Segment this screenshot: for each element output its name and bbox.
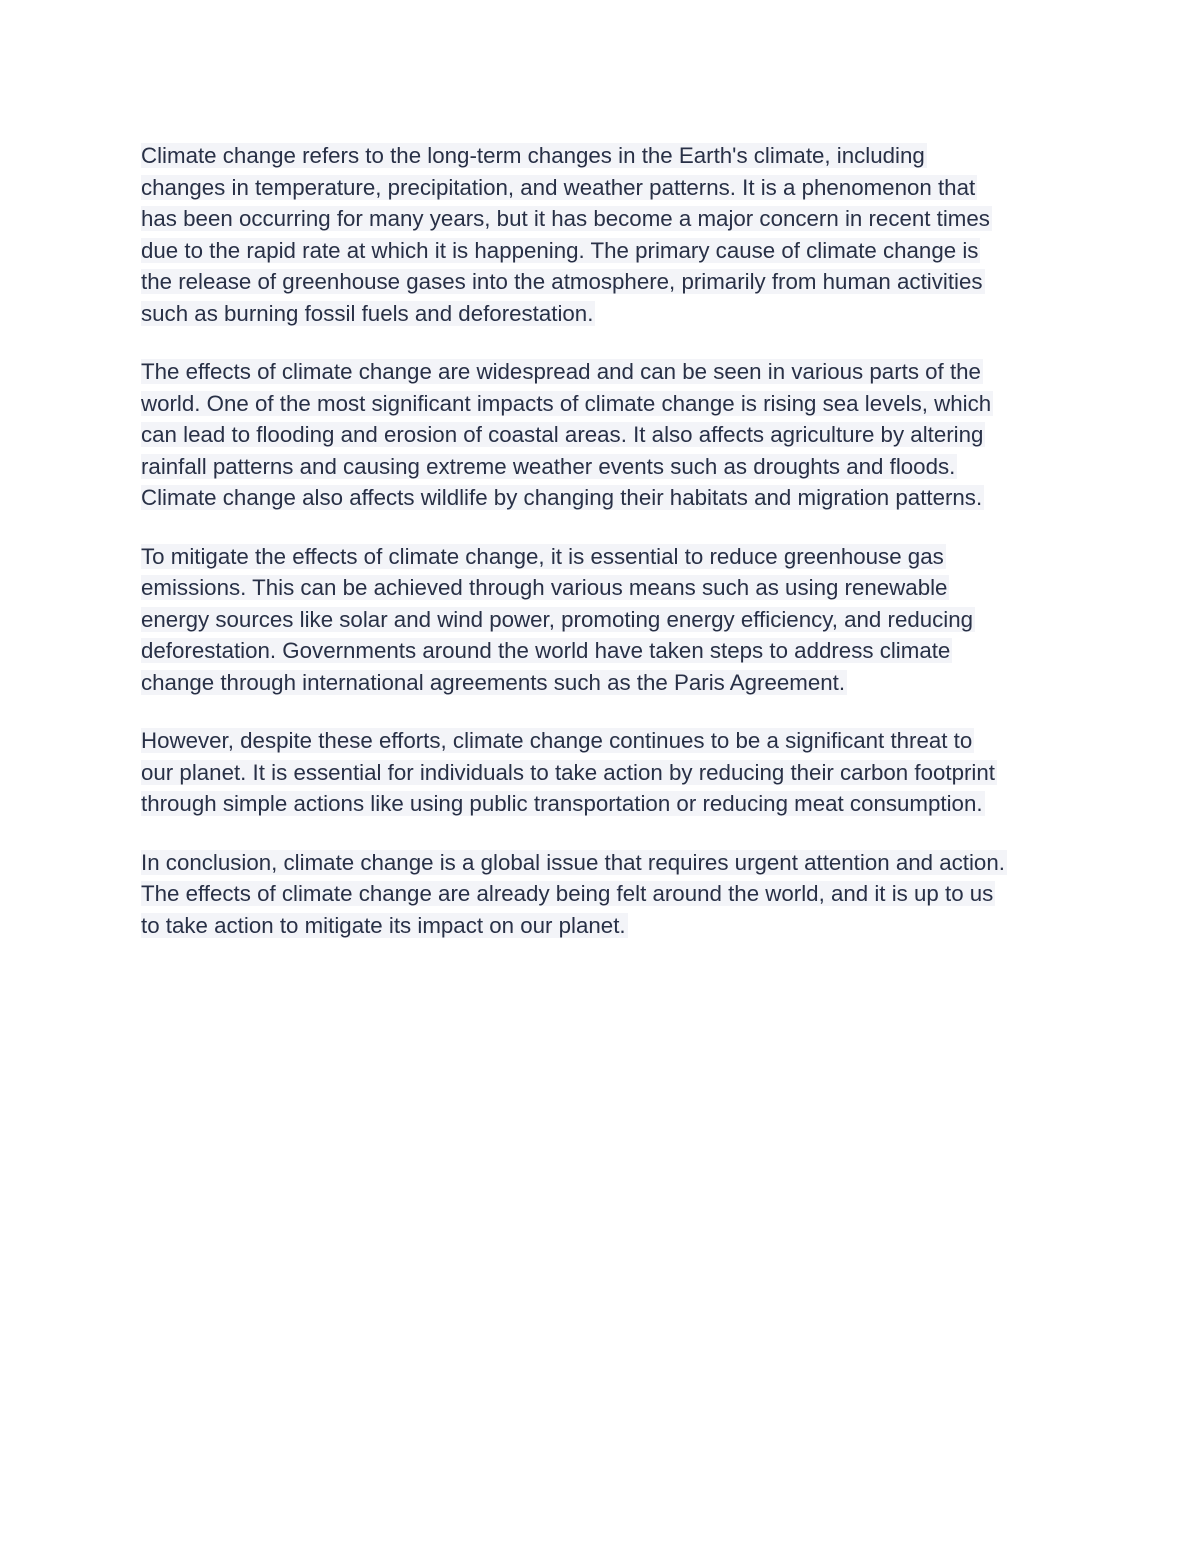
document-body [141,140,1071,968]
text-line: through simple actions like using public transportation or reducing meat consumption. [141,791,983,816]
text-line: rainfall patterns and causing extreme weather events such as droughts and floods. [141,453,956,479]
text-line: such as burning fossil fuels and deforestation. [141,300,594,326]
text-line: changes in temperature, precipitation, and weather patterns. It is a phenomenon that [141,174,976,200]
text-line: can lead to flooding and erosion of coastal areas. It also affects agriculture by altering [141,422,984,447]
text-line: emissions. This can be achieved through various means such as using renewable [141,575,948,600]
text-line: due to the rapid rate at which it is happening. The primary cause of climate change is [141,237,979,263]
text-line: To mitigate the effects of climate change, it is essential to reduce greenhouse gas [141,543,944,569]
paragraph-5 [141,847,1071,942]
text-line: Climate change refers to the long-term changes in the Earth's climate, including [141,143,925,168]
text-line: The effects of climate change are already being felt around the world, and it is up to us [141,881,994,906]
text-line: In conclusion, climate change is a global issue that requires urgent attention and action. [141,849,1005,875]
text-line: to take action to mitigate its impact on our planet. [141,912,626,938]
text-line: deforestation. Governments around the world have taken steps to address climate [141,638,951,663]
paragraph-4 [141,725,1071,820]
text-line: However, despite these efforts, climate change continues to be a significant threat to [141,728,973,753]
paragraph-3 [141,541,1071,699]
paragraph-2 [141,356,1071,514]
text-line: our planet. It is essential for individuals to take action by reducing their carbon footprint [141,759,995,785]
text-line: energy sources like solar and wind power, promoting energy efficiency, and reducing [141,606,974,632]
text-line: the release of greenhouse gases into the atmosphere, primarily from human activities [141,269,983,294]
text-line: Climate change also affects wildlife by changing their habitats and migration patterns. [141,485,983,510]
text-line: world. One of the most significant impacts of climate change is rising sea levels, which [141,390,992,416]
paragraph-1 [141,140,1071,329]
text-line: change through international agreements such as the Paris Agreement. [141,669,846,695]
text-line: The effects of climate change are widespread and can be seen in various parts of the [141,359,981,384]
text-line: has been occurring for many years, but it has become a major concern in recent times [141,206,990,231]
